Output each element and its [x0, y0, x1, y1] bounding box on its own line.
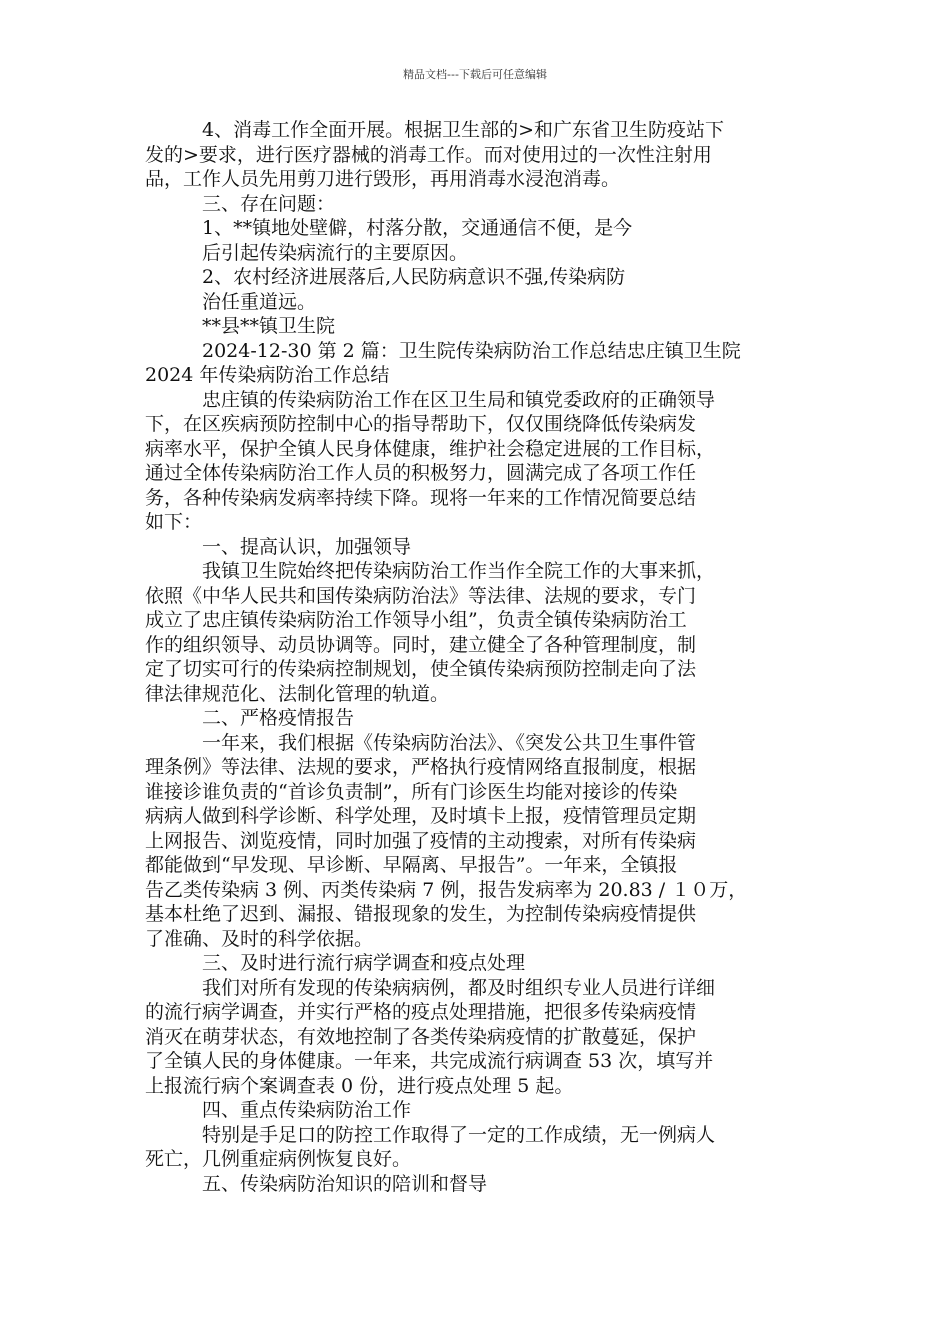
- text-line: 消灭在萌芽状态，有效地控制了各类传染病疫情的扩散蔓延，保护: [145, 1025, 697, 1048]
- text-line: 作的组织领导、动员协调等。同时，建立健全了各种管理制度，制: [145, 633, 697, 656]
- text-line: 谁接诊谁负责的“首诊负责制”，所有门诊医生均能对接诊的传染: [145, 780, 678, 803]
- text-line: **县**镇卫生院: [202, 315, 336, 337]
- text-line: 发的>要求，进行医疗器械的消毒工作。而对使用过的一次性注射用: [145, 143, 712, 166]
- text-line: 成立了忠庄镇传染病防治工作领导小组”，负责全镇传染病防治工: [145, 609, 687, 631]
- text-line: 4、消毒工作全面开展。根据卫生部的>和广东省卫生防疫站下: [202, 119, 725, 141]
- text-line: 理条例》等法律、法规的要求，严格执行疫情网络直报制度，根据: [145, 756, 697, 778]
- text-line: 上报流行病个案调查表 0 份，进行疫点处理 5 起。: [145, 1074, 574, 1097]
- text-line: 后引起传染病流行的主要原因。: [202, 241, 469, 264]
- text-line: 一年来，我们根据《传染病防治法》、《突发公共卫生事件管: [202, 731, 697, 754]
- text-line: 治任重道远。: [202, 290, 317, 313]
- text-line: 依照《中华人民共和国传染病防治法》等法律、法规的要求，专门: [145, 584, 697, 607]
- text-line: 病率水平，保护全镇人民身体健康，维护社会稳定进展的工作目标，: [145, 437, 716, 460]
- text-line: 忠庄镇的传染病防治工作在区卫生局和镇党委政府的正确领导: [202, 388, 716, 411]
- text-line: 2024-12-30 第 2 篇：卫生院传染病防治工作总结忠庄镇卫生院: [202, 339, 741, 362]
- text-line: 病病人做到科学诊断、科学处理，及时填卡上报，疫情管理员定期: [145, 805, 697, 827]
- text-line: 三、及时进行流行病学调查和疫点处理: [202, 952, 526, 974]
- text-line: 的流行病学调查，并实行严格的疫点处理措施，把很多传染病疫情: [145, 1001, 697, 1023]
- text-line: 三、存在问题：: [202, 192, 336, 215]
- text-line: 了全镇人民的身体健康。一年来，共完成流行病调查 53 次，填写并: [145, 1050, 714, 1072]
- text-line: 死亡，几例重症病例恢复良好。: [145, 1148, 412, 1170]
- document-body: [145, 118, 825, 1196]
- text-line: 律法律规范化、法制化管理的轨道。: [145, 682, 450, 705]
- text-line: 品，工作人员先用剪刀进行毁形，再用消毒水浸泡消毒。: [145, 168, 621, 190]
- text-line: 都能做到“早发现、早诊断、早隔离、早报告”。一年来，全镇报: [145, 854, 678, 876]
- text-line: 1、**镇地处壁僻，村落分散，交通通信不便，是今: [202, 217, 633, 239]
- text-line: 基本杜绝了迟到、漏报、错报现象的发生，为控制传染病疫情提供: [145, 903, 697, 925]
- text-line: 2、农村经济进展落后,人民防病意识不强,传染病防: [202, 266, 626, 288]
- text-line: 了准确、及时的科学依据。: [145, 927, 374, 950]
- text-line: 告乙类传染病 3 例、丙类传染病 7 例，报告发病率为 20.83 / １０万，: [145, 878, 748, 901]
- text-line: 我们对所有发现的传染病病例，都及时组织专业人员进行详细: [202, 976, 716, 999]
- text-line: 如下：: [145, 511, 203, 533]
- text-line: 下，在区疾病预防控制中心的指导帮助下，仅仅围绕降低传染病发: [145, 413, 697, 435]
- text-line: 务，各种传染病发病率持续下降。现将一年来的工作情况简要总结: [145, 486, 697, 509]
- text-line: 我镇卫生院始终把传染病防治工作当作全院工作的大事来抓，: [202, 560, 716, 582]
- text-line: 一、提高认识，加强领导: [202, 535, 412, 558]
- text-line: 四、重点传染病防治工作: [202, 1099, 412, 1121]
- text-line: 2024 年传染病防治工作总结: [145, 364, 390, 386]
- text-line: 二、严格疫情报告: [202, 707, 355, 729]
- text-line: 特别是手足口的防控工作取得了一定的工作成绩，无一例病人: [202, 1123, 716, 1146]
- text-line: 五、传染病防治知识的陪训和督导: [202, 1172, 488, 1195]
- text-line: 上网报告、浏览疫情，同时加强了疫情的主动搜索，对所有传染病: [145, 829, 697, 852]
- page-header: 精品文档---下载后可任意编辑: [403, 68, 547, 81]
- text-line: 通过全体传染病防治工作人员的积极努力，圆满完成了各项工作任: [145, 462, 697, 484]
- text-line: 定了切实可行的传染病控制规划，使全镇传染病预防控制走向了法: [145, 658, 697, 680]
